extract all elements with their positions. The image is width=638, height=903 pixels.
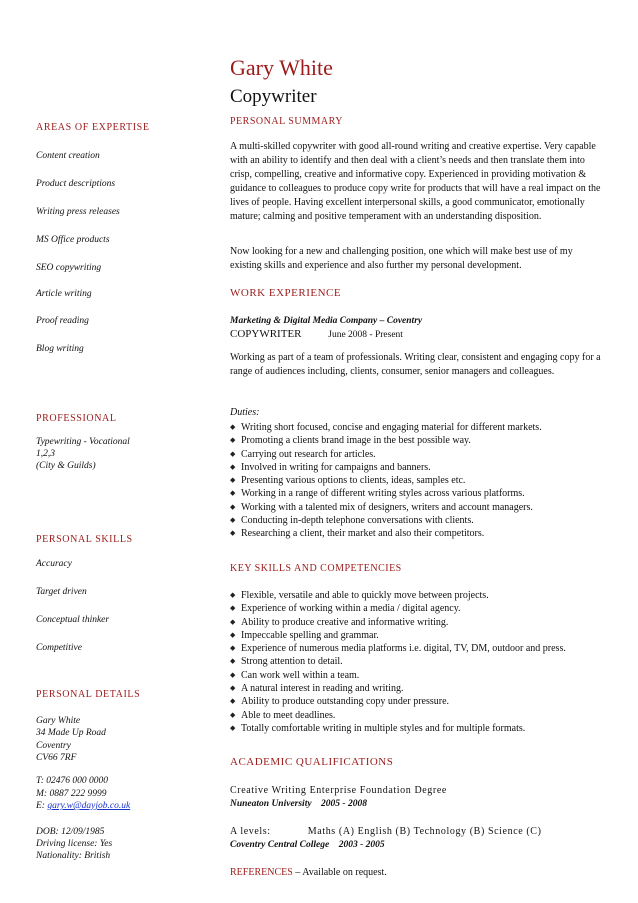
expertise-heading: AREAS OF EXPERTISE bbox=[36, 122, 150, 133]
personal-skill: Conceptual thinker bbox=[36, 615, 110, 625]
work-description: Working as part of a team of professionals. Writing clear, consistent and engaging copy for a range of audiences including, clients, consumer, senior managers and colleagues. bbox=[230, 352, 601, 377]
phone-m: M: 0887 222 9999 bbox=[36, 789, 107, 799]
professional-heading: PROFESSIONAL bbox=[36, 413, 117, 424]
address-line: Coventry bbox=[36, 741, 71, 751]
list-item: ◆ Able to meet deadlines. bbox=[230, 709, 602, 722]
personal-skill: Target driven bbox=[36, 587, 87, 597]
list-item: ◆ Experience of numerous media platforms i.e. digital, TV, DM, outdoor and press. bbox=[230, 642, 602, 655]
expertise-item: Proof reading bbox=[36, 316, 89, 326]
references-label: REFERENCES bbox=[230, 867, 293, 878]
position-dates: June 2008 - Present bbox=[328, 330, 403, 340]
driving-license: Driving license: Yes bbox=[36, 839, 113, 849]
personal-skills-heading: PERSONAL SKILLS bbox=[36, 534, 133, 545]
candidate-name: Gary White bbox=[230, 55, 333, 80]
expertise-item: SEO copywriting bbox=[36, 263, 102, 273]
personal-details-heading: PERSONAL DETAILS bbox=[36, 689, 141, 700]
phone-t: T: 02476 000 0000 bbox=[36, 776, 109, 786]
college: Coventry Central College 2003 - 2005 bbox=[230, 840, 385, 850]
job-title: Copywriter bbox=[230, 86, 317, 107]
personal-summary-heading: PERSONAL SUMMARY bbox=[230, 116, 343, 127]
address-line: 34 Made Up Road bbox=[36, 728, 106, 738]
email-row bbox=[36, 800, 130, 812]
academic-heading: ACADEMIC QUALIFICATIONS bbox=[230, 756, 394, 768]
list-item: ◆ Working in a range of different writing styles across various platforms. bbox=[230, 487, 602, 500]
key-skills-heading: KEY SKILLS AND COMPETENCIES bbox=[230, 563, 402, 574]
list-item: ◆ Totally comfortable writing in multiple styles and for multiple formats. bbox=[230, 722, 602, 735]
list-item: ◆ Experience of working within a media / digital agency. bbox=[230, 602, 602, 615]
professional-line: (City & Guilds) bbox=[36, 461, 96, 471]
references-text: – Available on request. bbox=[295, 867, 387, 878]
list-item: ◆ Promoting a clients brand image in the best possible way. bbox=[230, 434, 602, 447]
personal-skill: Accuracy bbox=[36, 559, 72, 569]
list-item: ◆ Presenting various options to clients, ideas, samples etc. bbox=[230, 474, 602, 487]
list-item: ◆ A natural interest in reading and writing. bbox=[230, 682, 602, 695]
professional-line: Typewriting - Vocational bbox=[36, 437, 130, 447]
summary-paragraph: A multi-skilled copywriter with good all-round writing and creative expertise. Very capable with an ability to identify and then deal with a client’s needs and then translate them into crisp, compelling, creative and informative copy. Experienced in providing motivation & guidance to colleagues to produce copy write for products that will have a real impact on the lives of people. Having excellent interpersonal skills, a good communicator, emotionally mature; calming and positive temperament with an understanding disposition. bbox=[230, 141, 601, 222]
list-item: ◆ Researching a client, their market and also their competitors. bbox=[230, 527, 602, 540]
list-item: ◆ Strong attention to detail. bbox=[230, 655, 602, 668]
list-item: ◆ Flexible, versatile and able to quickly move between projects. bbox=[230, 589, 602, 602]
expertise-item: Blog writing bbox=[36, 344, 84, 354]
degree: Creative Writing Enterprise Foundation Degree bbox=[230, 785, 447, 796]
list-item: ◆ Working with a talented mix of designers, writers and account managers. bbox=[230, 501, 602, 514]
alevels-label: A levels: bbox=[230, 826, 271, 837]
list-item: ◆ Conducting in-depth telephone conversations with clients. bbox=[230, 514, 602, 527]
expertise-item: Product descriptions bbox=[36, 179, 116, 189]
employer: Marketing & Digital Media Company – Coventry bbox=[230, 316, 423, 326]
summary-paragraph-2: Now looking for a new and challenging position, one which will make best use of my existing skills and experience and also further my personal development. bbox=[230, 246, 573, 271]
list-item: ◆ Ability to produce outstanding copy under pressure. bbox=[230, 695, 602, 708]
list-item: ◆ Ability to produce creative and informative writing. bbox=[230, 616, 602, 629]
list-item: ◆ Writing short focused, concise and engaging material for different markets. bbox=[230, 421, 602, 434]
personal-skill: Competitive bbox=[36, 643, 82, 653]
address-line: Gary White bbox=[36, 716, 81, 726]
expertise-item: Writing press releases bbox=[36, 207, 120, 217]
email-link[interactable]: gary.w@dayjob.co.uk bbox=[47, 801, 131, 811]
dob: DOB: 12/09/1985 bbox=[36, 827, 105, 837]
position-row bbox=[230, 328, 403, 340]
expertise-item: Content creation bbox=[36, 151, 100, 161]
expertise-item: Article writing bbox=[36, 289, 92, 299]
list-item: ◆ Impeccable spelling and grammar. bbox=[230, 629, 602, 642]
position-title: COPYWRITER bbox=[230, 328, 302, 340]
university: Nuneaton University 2005 - 2008 bbox=[230, 799, 367, 809]
address-line: CV66 7RF bbox=[36, 753, 77, 763]
professional-line: 1,2,3 bbox=[36, 449, 55, 459]
list-item: ◆ Carrying out research for articles. bbox=[230, 448, 602, 461]
work-experience-heading: WORK EXPERIENCE bbox=[230, 287, 342, 299]
email-label: E: bbox=[36, 801, 45, 811]
list-item: ◆ Involved in writing for campaigns and banners. bbox=[230, 461, 602, 474]
references bbox=[230, 867, 387, 878]
duties-label: Duties: bbox=[230, 407, 260, 418]
alevels-grades: Maths (A) English (B) Technology (B) Science (C) bbox=[307, 826, 542, 837]
duties-list bbox=[230, 421, 602, 541]
nationality: Nationality: British bbox=[36, 851, 111, 861]
expertise-item: MS Office products bbox=[36, 235, 110, 245]
key-skills-list bbox=[230, 589, 602, 735]
alevels-row bbox=[230, 826, 542, 837]
list-item: ◆ Can work well within a team. bbox=[230, 669, 602, 682]
